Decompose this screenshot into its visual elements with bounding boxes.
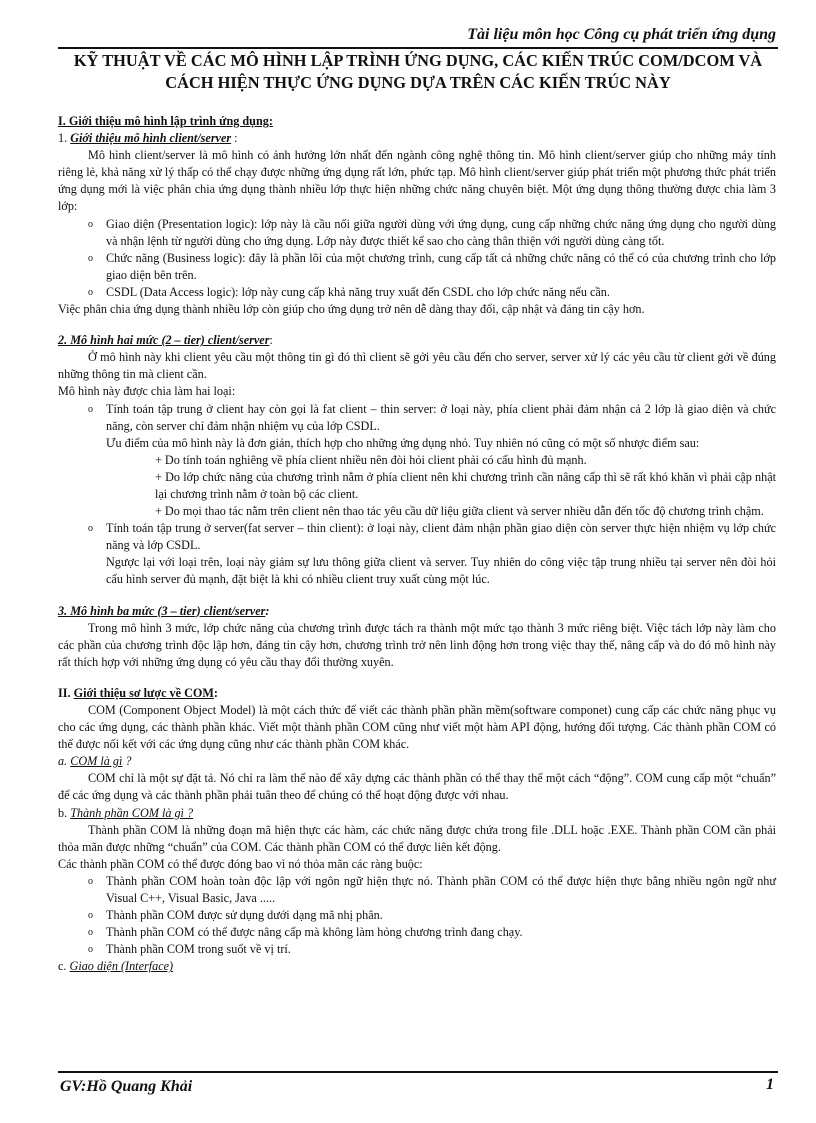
com-constraint-text: Thành phần COM trong suốt về vị trí. xyxy=(106,942,291,957)
com-constraint-bullet xyxy=(58,907,776,924)
bullet-marker: o xyxy=(88,910,93,922)
bullet-marker: o xyxy=(88,944,93,956)
section-2b-heading xyxy=(58,805,776,822)
section-2a-paragraph: COM chỉ là một sự đặt tả. Nó chỉ ra làm thế nào để xây dựng các thành phần có thể thay thế một cách “động”. COM cung cấp một “chuẩn” để các ứng dụng và các thành phần phải tuân theo để chúng có thể hoạt động được với nhau. xyxy=(58,771,776,803)
header-rule xyxy=(58,47,778,49)
bullet-marker: o xyxy=(88,875,93,887)
layer-bullet xyxy=(58,250,776,284)
section-2-heading xyxy=(58,685,776,702)
section-2a-prefix: a. xyxy=(58,754,71,769)
layer-bullet-text: Giao diện (Presentation logic): lớp này là cầu nối giữa người dùng với ứng dụng, cung cấp những chức năng ứng dụng cho người dùng và nhận lệnh từ người dùng cho ứng dụng. Lớp này được thiết kế sao cho càng thân thiện với người dùng càng tốt. xyxy=(106,216,776,248)
section-2b-paragraph: Thành phần COM là những đoạn mã hiện thực các hàm, các chức năng được chứa trong file .DLL hoặc .EXE. Thành phần COM cần phải thỏa mãn được những “chuẩn” của COM. Các thành phần COM có thể được liên kết động. xyxy=(58,822,776,854)
document-body xyxy=(58,113,776,976)
section-1-1-paragraph: Mô hình client/server là mô hình có ảnh hưởng lớn nhất đến ngành công nghệ thông tin. Mô hình client/server giúp cho những máy tính riêng lẻ, khả năng xử lý thấp có thể chạy được những ứng dụng rất lớn, phức tạp. Mô hình client/server giúp phát triển một phương thức phát triển ứng dụng mới là việc phân chia ứng dụng thành nhiều lớp thực hiện những chức năng chuyên biệt. Một ứng dụng thông thường được chia làm 3 lớp: xyxy=(58,148,776,214)
section-2b-intro: Các thành phần COM có thể được đóng bao vì nó thỏa mãn các ràng buộc: xyxy=(58,856,423,871)
section-1-2-paragraph: Ở mô hình này khi client yêu cầu một thông tin gì đó thì client sẽ gởi yêu cầu đến cho server, server xử lý các yêu cầu từ client gởi về đúng những thông tin mà client cần. xyxy=(58,350,776,382)
section-2-suffix: : xyxy=(213,685,218,700)
fat-client-con: + Do tính toán nghiêng về phía client nhiều nên đòi hỏi client phải có cấu hình đủ mạnh. xyxy=(155,452,587,467)
section-2a-suffix: ? xyxy=(122,754,132,769)
footer-author: GV:Hồ Quang Khải xyxy=(60,1078,193,1095)
fat-client-bullet xyxy=(58,401,776,435)
section-1-1-title: Giới thiệu mô hình client/server xyxy=(70,131,232,146)
section-2b-title: Thành phần COM là gì ? xyxy=(70,805,194,820)
com-constraint-bullet xyxy=(58,941,776,958)
section-1-2-suffix: : xyxy=(269,333,273,348)
layer-bullet xyxy=(58,216,776,250)
com-constraint-bullet xyxy=(58,873,776,907)
thin-client-text: Tính toán tập trung ở server(fat server – thin client): ở loại này, client đảm nhận phần giao diện còn server thực hiện nhiệm vụ lớp chức năng và lớp CSDL. xyxy=(106,521,776,553)
section-2c-heading xyxy=(58,958,776,975)
layer-bullet xyxy=(58,284,776,301)
document-title xyxy=(58,50,778,94)
section-2a-heading xyxy=(58,753,776,770)
com-constraint-text: Thành phần COM được sử dụng dưới dạng mã nhị phân. xyxy=(106,908,383,923)
layer-bullet-text: CSDL (Data Access logic): lớp này cung cấp khả năng truy xuất đến CSDL cho lớp chức năng nếu cần. xyxy=(106,284,610,299)
section-2-prefix: II. xyxy=(58,685,74,700)
section-1-3-suffix: : xyxy=(265,603,270,618)
section-2b-prefix: b. xyxy=(58,805,71,820)
section-2-paragraph: COM (Component Object Model) là một cách thức để viết các thành phần phần mềm(software componet) cung cấp các chức năng phục vụ cho các ứng dụng, các thành phần khác. Viết một thành phần COM cũng như viết một hàm API động, hướng đối tượng. Các thành phần COM có thể được nối kết với các ứng dụng cũng như các thành phần COM khác. xyxy=(58,703,776,752)
section-2-title: Giới thiệu sơ lược về COM xyxy=(73,685,214,700)
section-1-3-paragraph: Trong mô hình 3 mức, lớp chức năng của chương trình được tách ra thành một mức tạo thành 3 mức riêng biệt. Việc tách lớp này làm cho các phần của chương trình độc lập hơn, đáng tin cậy hơn, chương trình trở nên linh động hơn trong việc thay thế, nâng cấp và do đó mô hình này rất thích hợp với những ứng dụng có yêu cầu thay đổi thường xuyên. xyxy=(58,620,776,669)
bullet-marker: o xyxy=(88,286,93,298)
thin-client-bullet xyxy=(58,520,776,554)
section-1-1-closing: Việc phân chia ứng dụng thành nhiều lớp còn giúp cho ứng dụng trở nên dễ dàng thay đổi, cập nhật và đáng tin cậy hơn. xyxy=(58,302,645,317)
bullet-marker: o xyxy=(88,252,93,264)
bullet-marker: o xyxy=(88,218,93,230)
title-line-1: KỸ THUẬT VỀ CÁC MÔ HÌNH LẬP TRÌNH ỨNG DỤNG, CÁC KIẾN TRÚC COM/DCOM VÀ xyxy=(73,51,763,70)
bullet-marker: o xyxy=(88,523,93,535)
fat-client-con: + Do mọi thao tác nằm trên client nên thao tác yêu cầu dữ liệu giữa client và server nhiều dẫn đến tốc độ chương trình chậm. xyxy=(155,504,764,519)
section-1-2-heading xyxy=(58,332,776,349)
layer-bullet-text: Chức năng (Business logic): đây là phần lõi của một chương trình, cung cấp tất cả những chức năng có thể có của chương trình cho lớp giao diện bên trên. xyxy=(106,250,776,282)
section-1-3-heading xyxy=(58,603,776,620)
footer-rule xyxy=(58,1071,778,1073)
bullet-marker: o xyxy=(88,403,93,415)
section-1-1-heading xyxy=(58,130,776,147)
com-constraint-text: Thành phần COM hoàn toàn độc lập với ngôn ngữ hiện thực nó. Thành phần COM có thể được hiện thực bằng nhiều ngôn ngữ như Visual C++, Visual Basic, Java ..... xyxy=(106,873,776,906)
section-1-1-suffix: : xyxy=(231,131,238,146)
thin-client-note: Ngược lại với loại trên, loại này giảm sự lưu thông giữa client và server. Tuy nhiên do công việc tập trung nhiều tại server nên đòi hỏi cấu hình server đủ mạnh, đặt biệt là khi có nhiều client truy xuất cùng một lúc. xyxy=(106,555,776,587)
section-1-1-prefix: 1. xyxy=(58,131,71,146)
section-1-2-split: Mô hình này được chia làm hai loại: xyxy=(58,384,236,399)
section-2a-title: COM là gì xyxy=(70,754,123,769)
fat-client-text: Tính toán tập trung ở client hay còn gọi là fat client – thin server: ở loại này, phía client phải đảm nhận cả 2 lớp là giao diện và chức năng, còn server chỉ đảm nhận nhiệm vụ của lớp CSDL. xyxy=(106,401,776,433)
section-1-3-title: 3. Mô hình ba mức (3 – tier) client/server xyxy=(58,603,266,618)
running-header: Tài liệu môn học Công cụ phát triển ứng dụng xyxy=(467,26,776,43)
section-2c-prefix: c. xyxy=(58,959,70,974)
section-2c-title: Giao diện (Interface) xyxy=(69,959,174,974)
bullet-marker: o xyxy=(88,927,93,939)
com-constraint-text: Thành phần COM có thể được nâng cấp mà không làm hỏng chương trình đang chạy. xyxy=(106,925,523,940)
section-1-2-title: 2. Mô hình hai mức (2 – tier) client/server xyxy=(58,333,270,348)
fat-client-con: + Do lớp chức năng của chương trình nằm ở phía client nên khi chương trình cần nâng cấp thì sẽ rất khó khăn vì phải cập nhật lại chương trình nằm ở toàn bộ các client. xyxy=(155,469,776,501)
fat-client-pros: Ưu điểm của mô hình này là đơn giản, thích hợp cho những ứng dụng nhỏ. Tuy nhiên nó cũng có một số nhược điểm sau: xyxy=(106,435,700,450)
page-number: 1 xyxy=(766,1076,774,1093)
section-1-heading: I. Giới thiệu mô hình lập trình ứng dụng: xyxy=(58,114,273,128)
title-line-2: CÁCH HIỆN THỰC ỨNG DỤNG DỰA TRÊN CÁC KIẾN TRÚC NÀY xyxy=(165,73,671,92)
com-constraint-bullet xyxy=(58,924,776,941)
